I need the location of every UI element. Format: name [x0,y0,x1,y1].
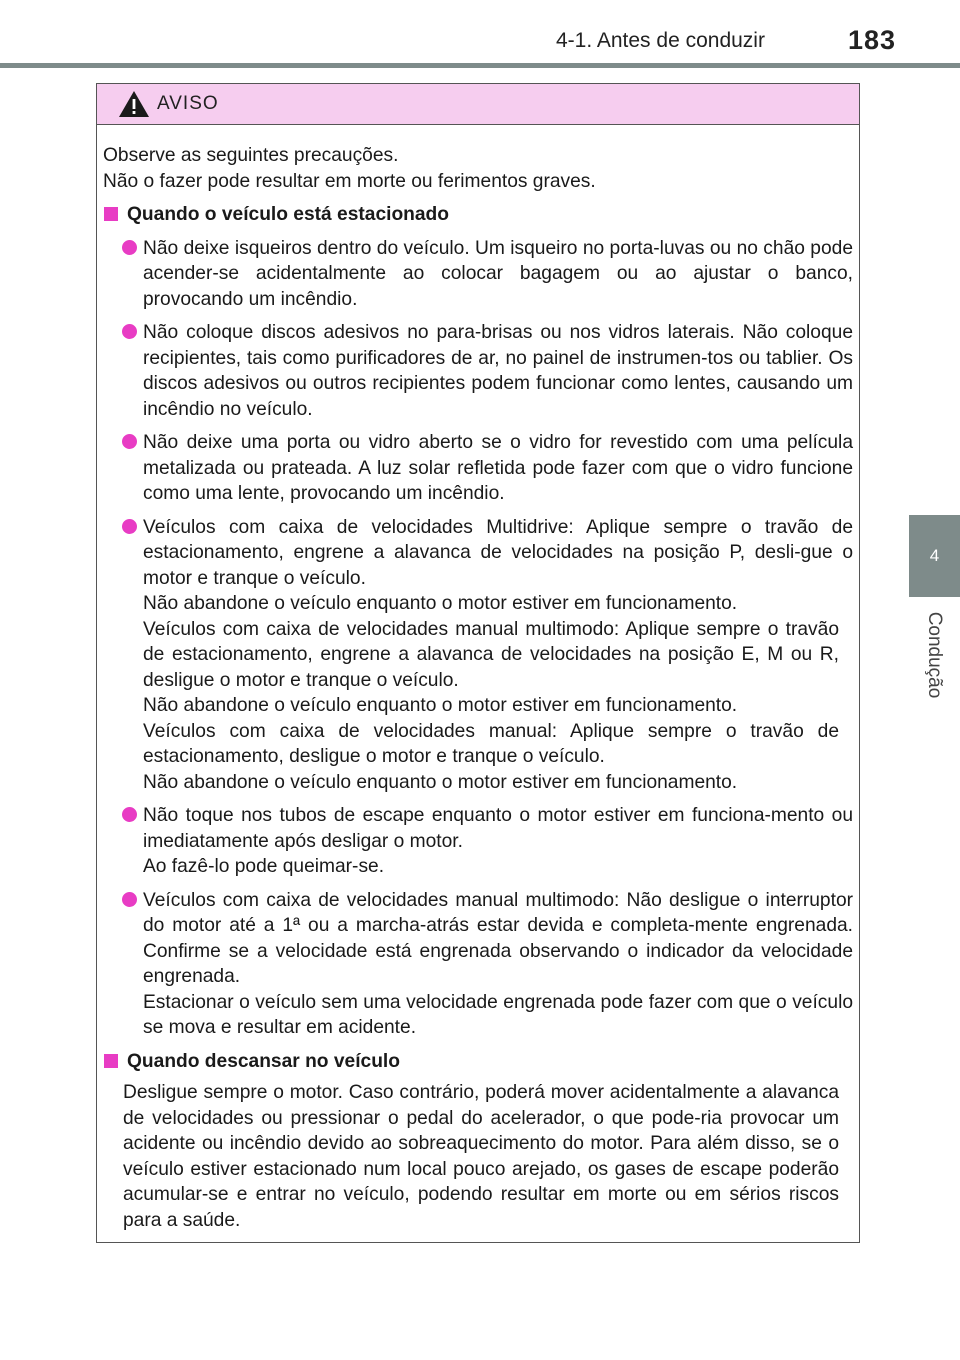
item-text: Veículos com caixa de velocidades manual multimodo: Aplique sempre o travão de estacionamento, engrene a alavanca de velocidades na posição E, M ou R, desligue o motor e tranque o veículo. [143,618,839,691]
list-item [103,515,853,796]
section-heading-text: Quando o veículo está estacionado [127,204,449,225]
chapter-number: 4 [929,546,940,565]
section-title: 4-1. Antes de conduzir [556,29,765,52]
header-rule [0,63,960,68]
item-text: Não abandone o veículo enquanto o motor estiver em funcionamento. [143,593,738,614]
item-text: Não abandone o veículo enquanto o motor estiver em funcionamento. [143,771,738,793]
section-paragraph [103,1080,853,1233]
section-heading-text: Quando descansar no veículo [127,1050,400,1072]
warning-intro [103,143,853,194]
item-text: Não coloque discos adesivos no para-brisas ou nos vidros laterais. Não coloque recipientes, tais como purificadores de ar, no painel de instrumen-tos ou tablier. Os discos adesivos ou outros recipientes podem funcionar como lentes, causando um incêndio no veículo. [143,322,853,420]
item-text: Não deixe isqueiros dentro do veículo. Um isqueiro no porta-luvas ou no chão pode acender-se acidentalmente ao colocar bagagem ou ao ajustar o banco, provocando um incêndio. [143,237,853,310]
list-item [103,803,853,880]
item-text: Veículos com caixa de velocidades manual multimodo: Não desligue o interruptor do motor até a 1ª ou a marcha-atrás estar devida e completa-mente engrenada. Confirme se a velocidade está engrenada observando o indicador da velocidade engrenada. [143,889,853,987]
warning-body [97,125,859,1233]
chapter-tab[interactable] [909,515,960,597]
paragraph-text: Desligue sempre o motor. Caso contrário, poderá mover acidentalmente a alavanca de velocidades ou pressionar o pedal do acelerador, o que pode-ria provocar um acidente ou incêndio devido ao sobreaquecimento do motor. Para além disso, se o veículo estiver estacionado num local pouco arejado, os gases de escape poderão acumular-se e entrar no veículo, podendo resultar em morte ou em sérios riscos para a saúde. [123,1082,839,1231]
intro-line: Não o fazer pode resultar em morte ou ferimentos graves. [103,170,596,192]
round-bullet-icon [122,240,137,255]
warning-triangle-icon [117,89,151,119]
item-text: Veículos com caixa de velocidades manual: Aplique sempre o travão de estacionamento, desligue o motor e tranque o veículo. [143,720,839,767]
list-item [103,236,853,313]
section-heading-parked [103,202,853,228]
item-text: Não toque nos tubos de escape enquanto o motor estiver em funciona-mento ou imediatamente após desligar o motor. [143,805,853,852]
round-bullet-icon [122,324,137,339]
list-item [103,320,853,422]
item-text: Estacionar o veículo sem uma velocidade engrenada pode fazer com que o veículo se mova e resultar em acidente. [143,991,853,1038]
round-bullet-icon [122,892,137,907]
item-text: Não abandone o veículo enquanto o motor estiver em funcionamento. [143,695,738,716]
page-number: 183 [848,25,897,55]
item-text: Veículos com caixa de velocidades Multidrive: Aplique sempre o travão de estacionamento, engrene a alavanca de velocidades na posição P, desli-gue o motor e tranque o veículo. [143,516,853,589]
square-bullet-icon [104,1054,118,1068]
list-item [103,888,853,1041]
section-heading-resting [103,1049,853,1075]
round-bullet-icon [122,519,137,534]
item-text: Ao fazê-lo pode queimar-se. [143,856,385,877]
round-bullet-icon [122,434,137,449]
intro-line: Observe as seguintes precauções. [103,145,399,166]
item-text: Não deixe uma porta ou vidro aberto se o vidro for revestido com uma película metalizada ou prateada. A luz solar refletida pode fazer com que o vidro funcione como uma lente, provocando um incêndio. [143,432,853,504]
chapter-label: Condução [924,611,945,699]
square-bullet-icon [104,207,118,221]
warning-box [96,83,860,1243]
warning-header [97,84,859,125]
list-item [103,430,853,507]
round-bullet-icon [122,807,137,822]
warning-title: AVISO [157,93,219,114]
